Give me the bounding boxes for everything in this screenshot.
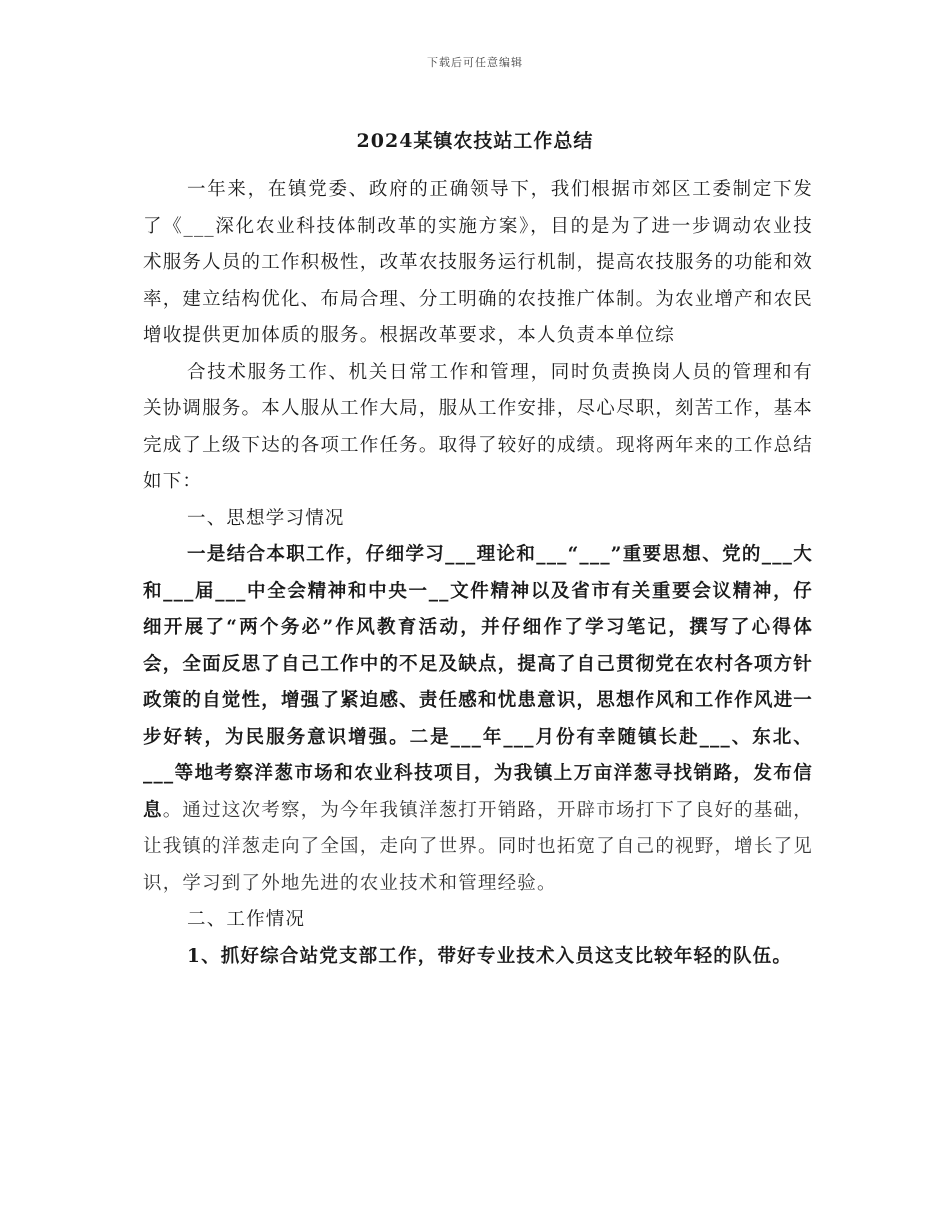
document-body [143,172,813,975]
paragraph-study-bold: 一是结合本职工作，仔细学习___理论和___“___”重要思想、党的___大和___届___中全会精神和中央一__文件精神以及省市有关重要会议精神，仔细开展了“两个务必”作风教育活动，并仔细作了学习笔记，撰写了心得体会，全面反思了自己工作中的不足及缺点，提高了自己贯彻党在农村各项方针政策的自觉性，增强了紧迫感、责任感和忧患意识，思想作风和工作作风进一步好转，为民服务意识增强。二是___年___月份有幸随镇长赴___、东北、___等地考察洋葱市场和农业科技项目，为我镇上万亩洋葱寻找销路，发布信息 [143,544,813,821]
paragraph-intro: 一年来，在镇党委、政府的正确领导下，我们根据市郊区工委制定下发了《___深化农业科技体制改革的实施方案》，目的是为了进一步调动农业技术服务人员的工作积极性，改革农技服务运行机制，提高农技服务的功能和效率，建立结构优化、布局合理、分工明确的农技推广体制。为农业增产和农民增收提供更加体质的服务。根据改革要求，本人负责本单位综 [143,179,813,346]
paragraph-study-normal: 。通过这次考察，为今年我镇洋葱打开销路，开辟市场打下了良好的基础，让我镇的洋葱走向了全国，走向了世界。同时也拓宽了自己的视野，增长了见识，学习到了外地先进的农业技术和管理经验。 [143,799,814,894]
paragraph-work-item-1: 1、抓好综合站党支部工作，带好专业技术入员这支比较年轻的队伍。 [187,945,793,967]
section-heading-study: 一、思想学习情况 [187,507,345,529]
paragraph-study [143,537,813,902]
paragraph-responsibilities: 合技术服务工作、机关日常工作和管理，同时负责换岗人员的管理和有关协调服务。本人服从工作大局，服从工作安排，尽心尽职，刻苦工作，基本完成了上级下达的各项工作任务。取得了较好的成绩。现将两年来的工作总结如下： [143,361,813,492]
page-header-note: 下载后可任意编辑 [427,56,523,69]
document-title: 2024某镇农技站工作总结 [356,130,594,152]
section-heading-work: 二、工作情况 [187,909,306,930]
